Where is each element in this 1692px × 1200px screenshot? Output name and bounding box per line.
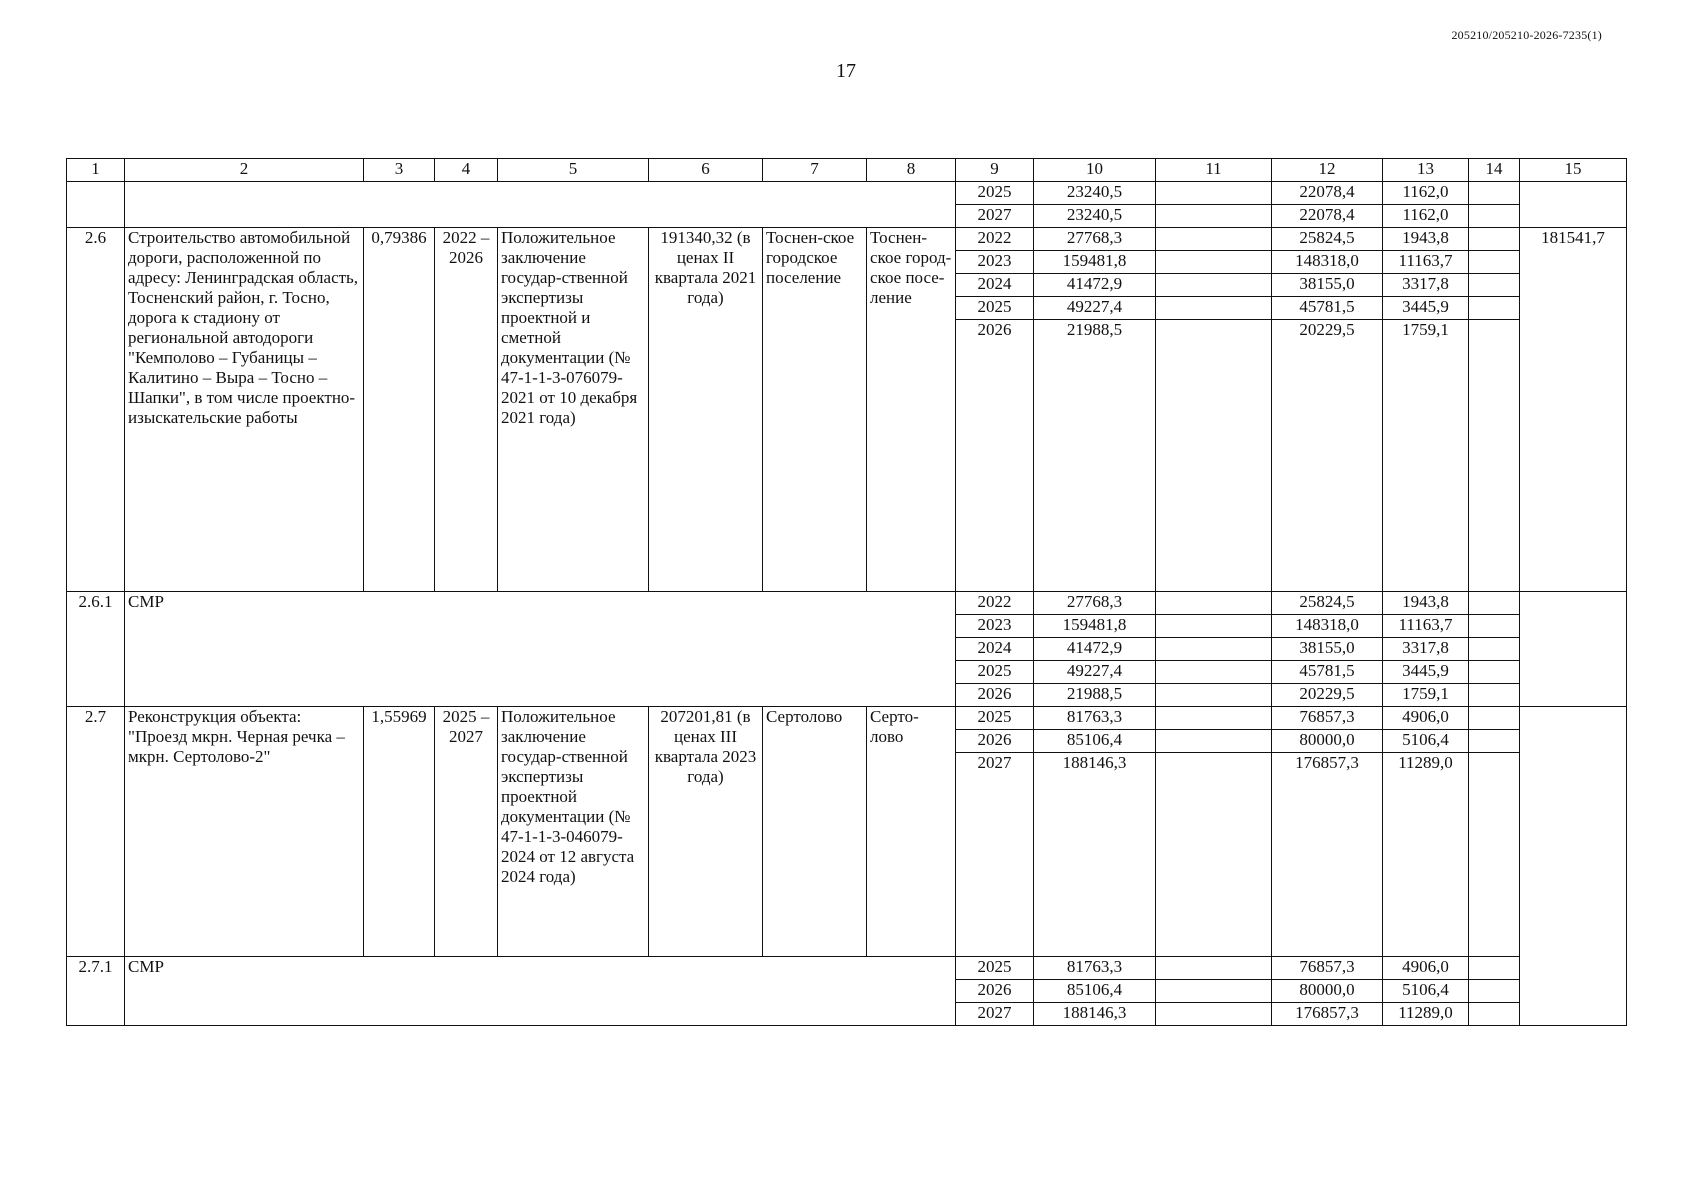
regional-cell: 22078,4 [1272,205,1383,228]
total-cell: 41472,9 [1034,638,1156,661]
total-cell: 49227,4 [1034,661,1156,684]
empty-cell [1469,980,1520,1003]
year-cell: 2026 [956,684,1034,707]
empty-cell [1156,980,1272,1003]
table-row [67,707,1627,730]
regional-cell: 38155,0 [1272,274,1383,297]
year-cell: 2026 [956,980,1034,1003]
year-cell: 2024 [956,274,1034,297]
local-cell: 5106,4 [1383,980,1469,1003]
header-cell: 8 [867,159,956,182]
municipality-cell: Серто-лово [867,707,956,957]
total-cell: 41472,9 [1034,274,1156,297]
regional-cell: 45781,5 [1272,661,1383,684]
year-cell: 2025 [956,182,1034,205]
total-cell: 81763,3 [1034,707,1156,730]
empty-cell [1469,228,1520,251]
regional-cell: 80000,0 [1272,980,1383,1003]
local-cell: 11289,0 [1383,1003,1469,1026]
total-cell: 81763,3 [1034,957,1156,980]
total-cell: 188146,3 [1034,1003,1156,1026]
local-cell: 3445,9 [1383,661,1469,684]
empty-cell [1469,1003,1520,1026]
regional-cell: 176857,3 [1272,753,1383,957]
regional-cell: 76857,3 [1272,957,1383,980]
year-cell: 2026 [956,730,1034,753]
year-cell: 2024 [956,638,1034,661]
investment-table [66,158,1627,1026]
regional-cell: 22078,4 [1272,182,1383,205]
customer-cell: Сертолово [763,707,867,957]
period-cell: 2022 – 2026 [435,228,498,592]
document-id: 205210/205210-2026-7235(1) [1451,28,1602,42]
empty-cell [1156,661,1272,684]
empty-cell [1469,661,1520,684]
header-cell: 5 [498,159,649,182]
empty-cell [1469,205,1520,228]
year-cell: 2025 [956,957,1034,980]
header-cell: 6 [649,159,763,182]
empty-cell [1156,684,1272,707]
local-cell: 5106,4 [1383,730,1469,753]
total-cell: 188146,3 [1034,753,1156,957]
total-cell: 21988,5 [1034,320,1156,592]
empty-cell [1469,638,1520,661]
empty-cell [1156,274,1272,297]
regional-cell: 25824,5 [1272,228,1383,251]
empty-cell [1156,182,1272,205]
header-cell: 4 [435,159,498,182]
regional-cell: 20229,5 [1272,320,1383,592]
item-number: 2.6 [67,228,125,592]
header-cell: 11 [1156,159,1272,182]
empty-cell [1469,592,1520,615]
empty-cell [1469,753,1520,957]
local-cell: 11163,7 [1383,615,1469,638]
local-cell: 1759,1 [1383,684,1469,707]
regional-cell: 38155,0 [1272,638,1383,661]
municipality-cell: Тоснен-ское город-ское посе-ление [867,228,956,592]
empty-cell [1469,251,1520,274]
year-cell: 2027 [956,205,1034,228]
local-cell: 3445,9 [1383,297,1469,320]
page-number: 17 [836,60,856,82]
empty-cell [1469,707,1520,730]
empty-cell [1156,205,1272,228]
year-cell: 2025 [956,707,1034,730]
local-cell: 11289,0 [1383,753,1469,957]
total-cell: 49227,4 [1034,297,1156,320]
year-cell: 2022 [956,592,1034,615]
total-cell: 85106,4 [1034,730,1156,753]
empty-cell [1156,251,1272,274]
expertise-cell: Положительное заключение государ-ственной экспертизы проектной и сметной документации (№ 47-1-1-3-076079-2021 от 10 декабря 2021 года) [498,228,649,592]
total-cell: 23240,5 [1034,182,1156,205]
total-cell: 159481,8 [1034,251,1156,274]
table-row [67,182,1627,205]
empty-cell [1156,957,1272,980]
empty-cell [1469,730,1520,753]
estimate-cell: 207201,81 (в ценах III квартала 2023 года) [649,707,763,957]
remaining-cost-cell: 181541,7 [1520,228,1627,592]
empty-cell [1156,228,1272,251]
expertise-cell: Положительное заключение государ-ственной экспертизы проектной документации (№ 47-1-1-3-046079-2024 от 12 августа 2024 года) [498,707,649,957]
empty-cell [1469,320,1520,592]
table-row [67,957,1627,980]
local-cell: 1759,1 [1383,320,1469,592]
year-cell: 2022 [956,228,1034,251]
local-cell: 4906,0 [1383,957,1469,980]
total-cell: 27768,3 [1034,228,1156,251]
header-cell: 2 [125,159,364,182]
empty-cell [1156,592,1272,615]
empty-cell [125,182,956,228]
empty-cell [67,182,125,228]
year-cell: 2027 [956,1003,1034,1026]
local-cell: 1943,8 [1383,592,1469,615]
item-number: 2.7 [67,707,125,957]
header-cell: 12 [1272,159,1383,182]
period-cell: 2025 – 2027 [435,707,498,957]
local-cell: 1162,0 [1383,182,1469,205]
object-name: Строительство автомобильной дороги, расположенной по адресу: Ленинградская область, Тосненский район, г. Тосно, дорога к стадиону от региональной автодороги "Кемполово – Губаницы – Калитино – Выра – Тосно – Шапки", в том числе проектно-изыскательские работы [125,228,364,592]
header-cell: 1 [67,159,125,182]
empty-cell [1520,182,1627,228]
object-name: СМР [125,957,956,1026]
item-number: 2.6.1 [67,592,125,707]
item-number: 2.7.1 [67,957,125,1026]
empty-cell [1469,274,1520,297]
year-cell: 2025 [956,661,1034,684]
regional-cell: 45781,5 [1272,297,1383,320]
local-cell: 3317,8 [1383,638,1469,661]
total-cell: 27768,3 [1034,592,1156,615]
year-cell: 2026 [956,320,1034,592]
empty-cell [1469,684,1520,707]
regional-cell: 20229,5 [1272,684,1383,707]
object-name: СМР [125,592,956,707]
empty-cell [1156,615,1272,638]
local-cell: 4906,0 [1383,707,1469,730]
empty-cell [1156,753,1272,957]
year-cell: 2025 [956,297,1034,320]
regional-cell: 25824,5 [1272,592,1383,615]
header-cell: 10 [1034,159,1156,182]
local-cell: 1162,0 [1383,205,1469,228]
regional-cell: 148318,0 [1272,615,1383,638]
year-cell: 2023 [956,251,1034,274]
empty-cell [1156,638,1272,661]
empty-cell [1469,615,1520,638]
empty-cell [1520,592,1627,707]
empty-cell [1469,957,1520,980]
customer-cell: Тоснен-ское городское поселение [763,228,867,592]
year-cell: 2023 [956,615,1034,638]
header-cell: 9 [956,159,1034,182]
empty-cell [1156,1003,1272,1026]
regional-cell: 176857,3 [1272,1003,1383,1026]
empty-cell [1156,707,1272,730]
empty-cell [1469,182,1520,205]
header-cell: 13 [1383,159,1469,182]
capacity-cell: 1,55969 [364,707,435,957]
total-cell: 85106,4 [1034,980,1156,1003]
total-cell: 23240,5 [1034,205,1156,228]
empty-cell [1156,320,1272,592]
total-cell: 159481,8 [1034,615,1156,638]
capacity-cell: 0,79386 [364,228,435,592]
header-cell: 7 [763,159,867,182]
object-name: Реконструкция объекта: "Проезд мкрн. Черная речка – мкрн. Сертолово-2" [125,707,364,957]
local-cell: 11163,7 [1383,251,1469,274]
empty-cell [1156,297,1272,320]
local-cell: 1943,8 [1383,228,1469,251]
estimate-cell: 191340,32 (в ценах II квартала 2021 года) [649,228,763,592]
table-row [67,592,1627,615]
empty-cell [1156,730,1272,753]
total-cell: 21988,5 [1034,684,1156,707]
local-cell: 3317,8 [1383,274,1469,297]
empty-cell [1469,297,1520,320]
regional-cell: 80000,0 [1272,730,1383,753]
regional-cell: 76857,3 [1272,707,1383,730]
table-row [67,228,1627,251]
table-header-row [67,159,1627,182]
empty-cell [1520,707,1627,1026]
header-cell: 15 [1520,159,1627,182]
year-cell: 2027 [956,753,1034,957]
header-cell: 14 [1469,159,1520,182]
regional-cell: 148318,0 [1272,251,1383,274]
header-cell: 3 [364,159,435,182]
